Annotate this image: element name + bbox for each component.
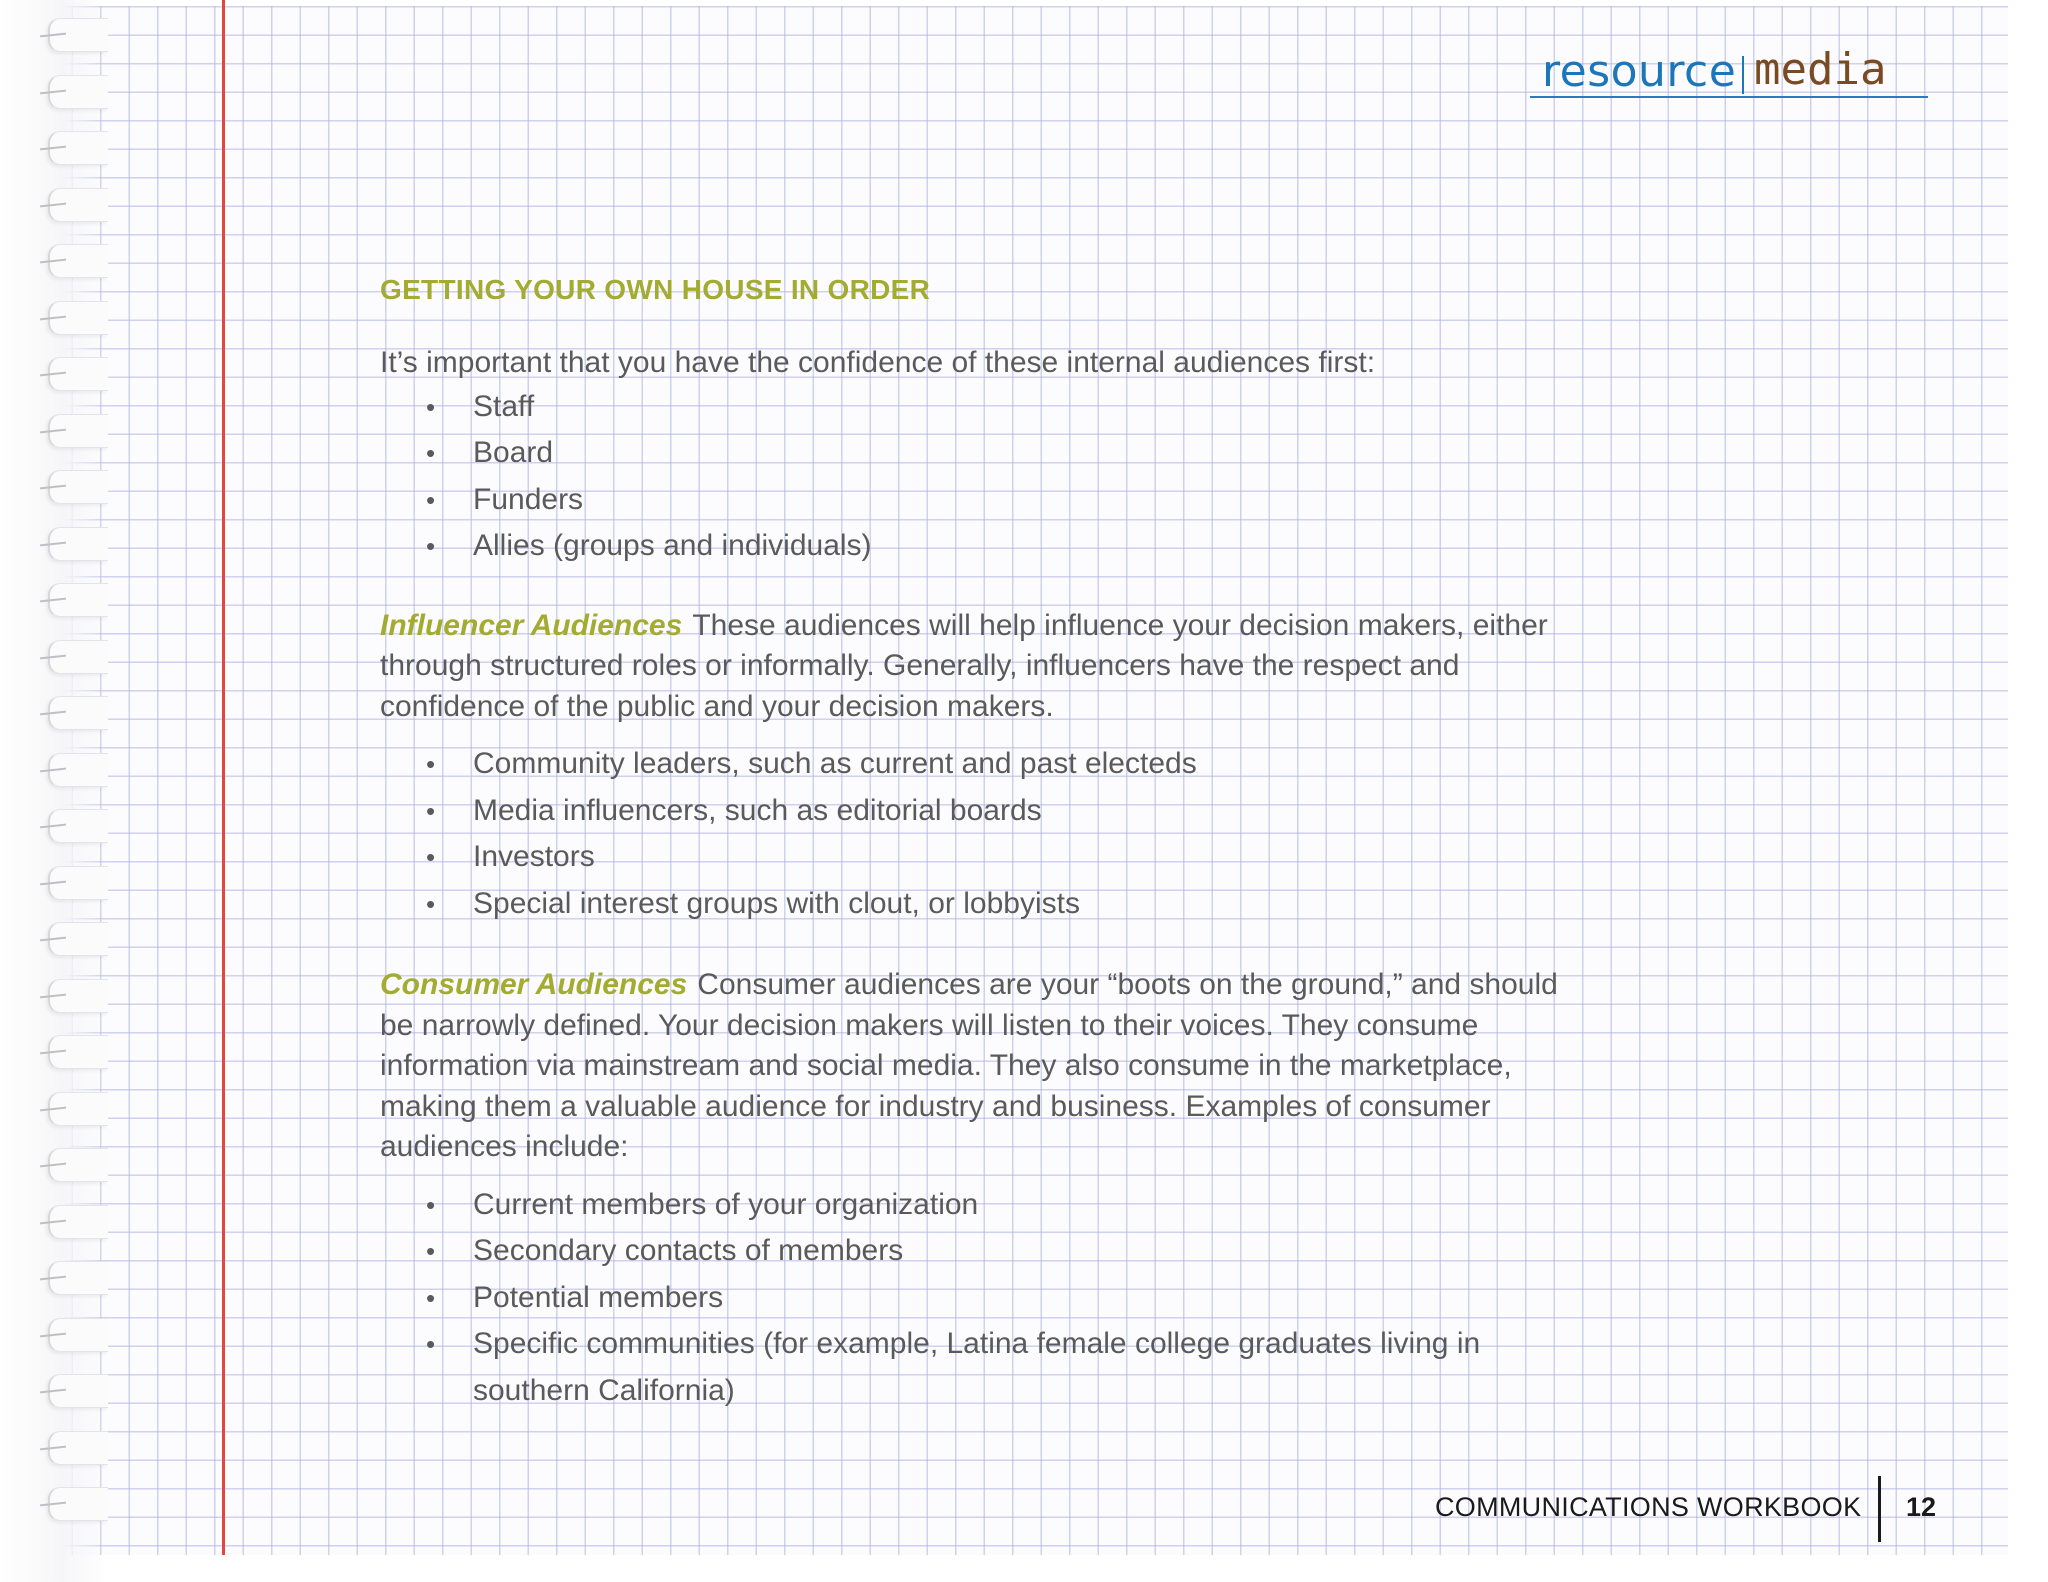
resource-media-logo [1530,44,1928,98]
list-item: • Funders [380,477,1580,524]
list-item: • Current members of your organization [380,1182,1580,1229]
list-item: • Board [380,430,1580,477]
footer-divider [1878,1476,1881,1542]
list-item: • Specific communities (for example, Latina female college graduates living in southern California) [380,1321,1533,1414]
paper-bottom-edge [0,1555,2048,1582]
list-item: • Potential members [380,1275,1580,1322]
logo-divider [1742,56,1744,94]
footer-workbook-title: COMMUNICATIONS WORKBOOK [1435,1492,1862,1522]
list-item: • Community leaders, such as current and past electeds [380,741,1580,788]
consumer-audiences-paragraph [380,965,1580,1168]
logo-resource-text: resource [1542,46,1737,97]
list-item: • Staff [380,384,1580,431]
paper-right-edge [2008,0,2048,1582]
consumer-audiences-body: Consumer audiences are your “boots on the ground,” and should be narrowly defined. Your decision makers will listen to their voices. They consume information via mainstream and social media. They also consume in the marketplace, making them a valuable audience for industry and business. Examples of consumer audiences include: [380,968,1558,1163]
section-heading: GETTING YOUR OWN HOUSE IN ORDER [380,274,931,305]
page-number: 12 [1906,1492,1937,1522]
internal-audiences-list [380,384,1580,570]
paper-top-edge [0,0,2048,6]
list-item: • Special interest groups with clout, or lobbyists [380,881,1580,928]
influencer-audiences-body: These audiences will help influence your decision makers, either through structured roles or informally. Generally, influencers have the respect and confidence of the public and your decision makers. [380,608,1548,723]
consumer-audiences-lead: Consumer Audiences [380,968,688,1001]
red-margin-line [222,0,225,1555]
list-item: • Investors [380,834,1580,881]
list-item: • Media influencers, such as editorial boards [380,788,1580,835]
list-item: • Secondary contacts of members [380,1228,1580,1275]
consumer-audiences-list [380,1182,1580,1415]
list-item: • Allies (groups and individuals) [380,523,1580,570]
internal-audiences-intro: It’s important that you have the confidence of these internal audiences first: [380,346,1376,379]
logo-media-text: media [1754,44,1887,95]
influencer-audiences-paragraph [380,606,1580,728]
influencer-audiences-list [380,741,1580,927]
influencer-audiences-lead: Influencer Audiences [380,608,683,642]
page-content [380,270,1580,1414]
